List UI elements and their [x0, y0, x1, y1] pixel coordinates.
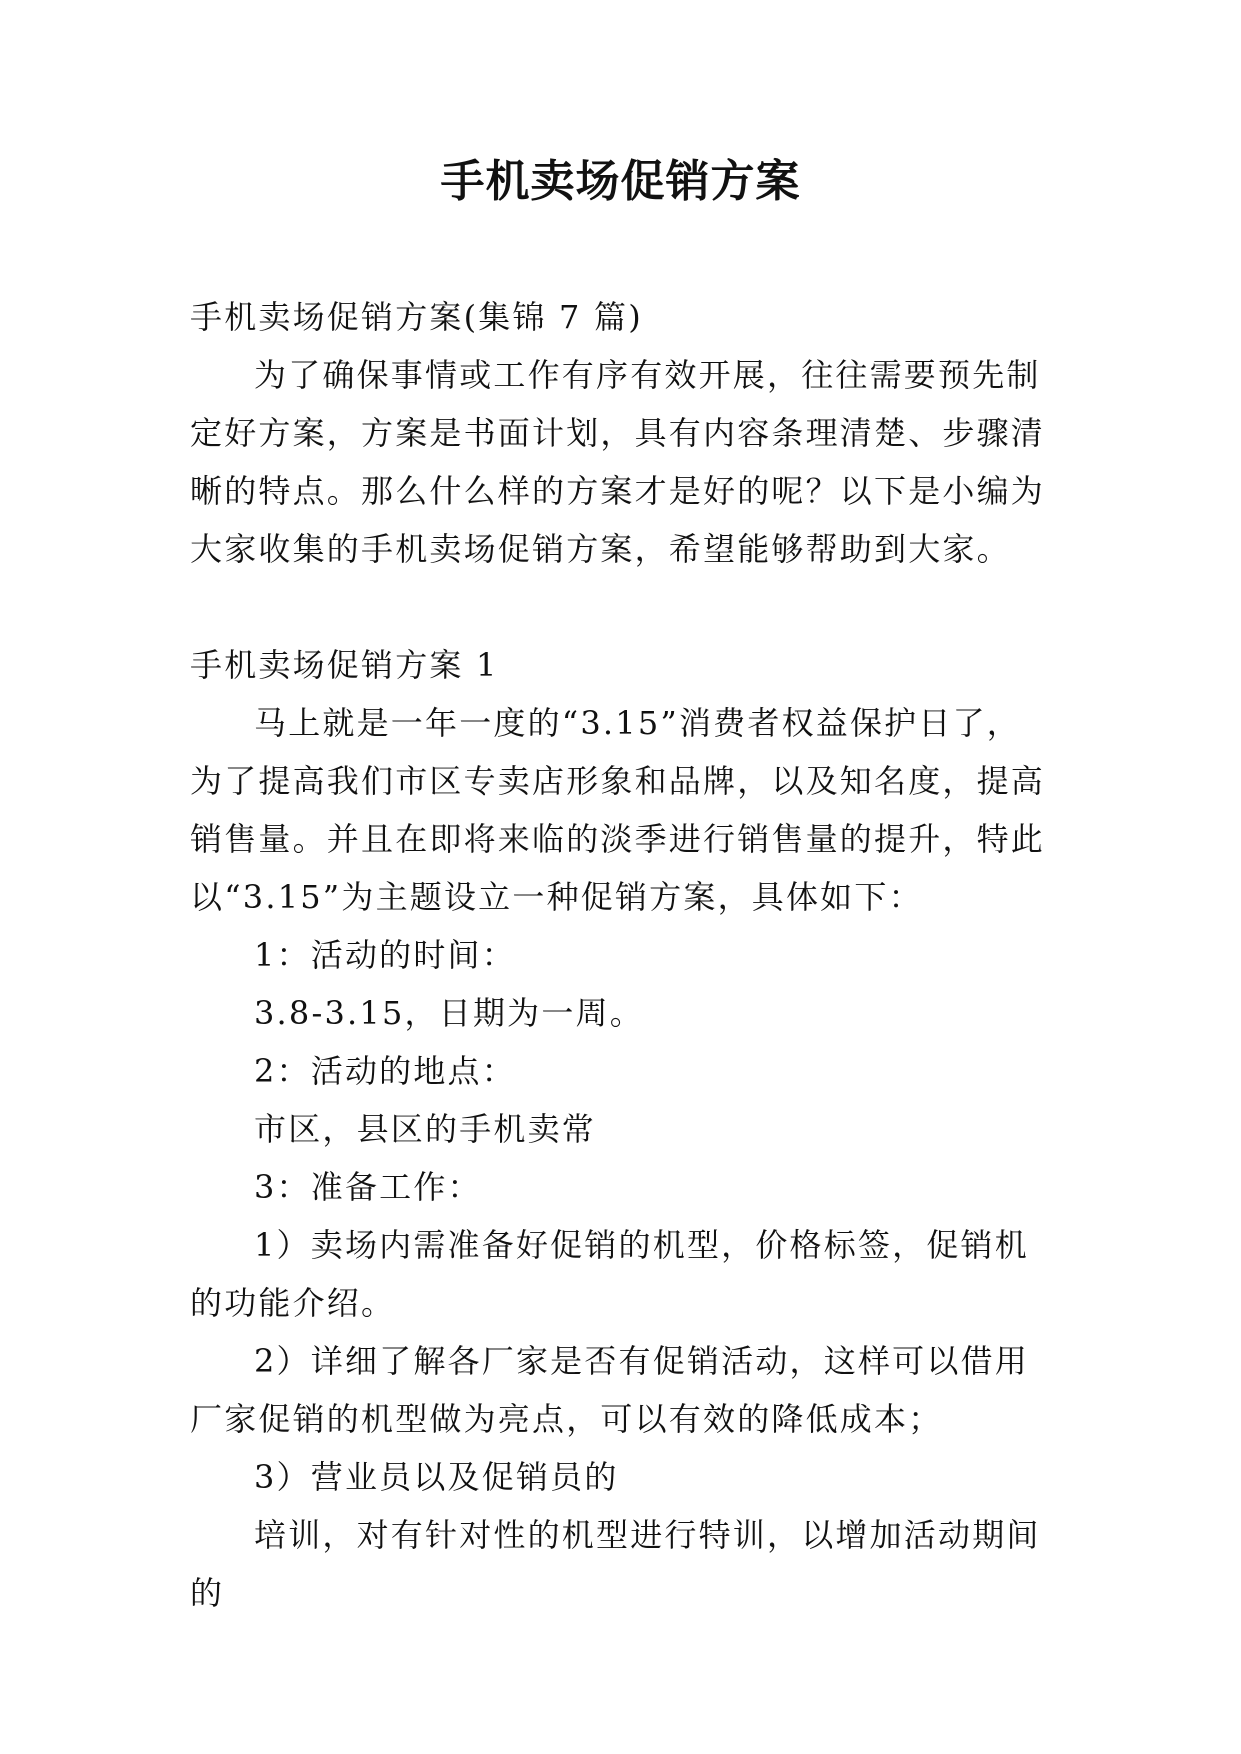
paragraph-item-time-value: 3.8-3.15，日期为一周。	[254, 994, 644, 1032]
section-heading-1: 手机卖场促销方案 1	[190, 646, 499, 684]
paragraph-subtitle: 手机卖场促销方案(集锦 7 篇)	[190, 298, 643, 336]
document-body	[190, 288, 1050, 1622]
paragraph-intro: 为了确保事情或工作有序有效开展，往往需要预先制定好方案，方案是书面计划，具有内容条理清楚、步骤清晰的特点。那么什么样的方案才是好的呢？以下是小编为大家收集的手机卖场促销方案，希望能够帮助到大家。	[190, 356, 1046, 568]
paragraph-prep-3-continued: 培训，对有针对性的机型进行特训，以增加活动期间的	[190, 1516, 1041, 1612]
paragraph-prep-3: 3）营业员以及促销员的	[254, 1458, 619, 1496]
paragraph-item-time-label: 1：活动的时间：	[254, 936, 516, 974]
paragraph-item-location-value: 市区，县区的手机卖常	[254, 1110, 597, 1148]
paragraph-background: 马上就是一年一度的“3.15”消费者权益保护日了，为了提高我们市区专卖店形象和品牌，以及知名度，提高销售量。并且在即将来临的淡季进行销售量的提升，特此以“3.15”为主题设立一种促销方案，具体如下：	[190, 704, 1046, 916]
paragraph-prep-2: 2）详细了解各厂家是否有促销活动，这样可以借用厂家促销的机型做为亮点，可以有效的降低成本；	[190, 1342, 1029, 1438]
paragraph-prep-1: 1）卖场内需准备好促销的机型，价格标签，促销机的功能介绍。	[190, 1226, 1029, 1322]
document-title: 手机卖场促销方案	[440, 156, 801, 207]
paragraph-item-prep-label: 3：准备工作：	[254, 1168, 482, 1206]
paragraph-item-location-label: 2：活动的地点：	[254, 1052, 516, 1090]
